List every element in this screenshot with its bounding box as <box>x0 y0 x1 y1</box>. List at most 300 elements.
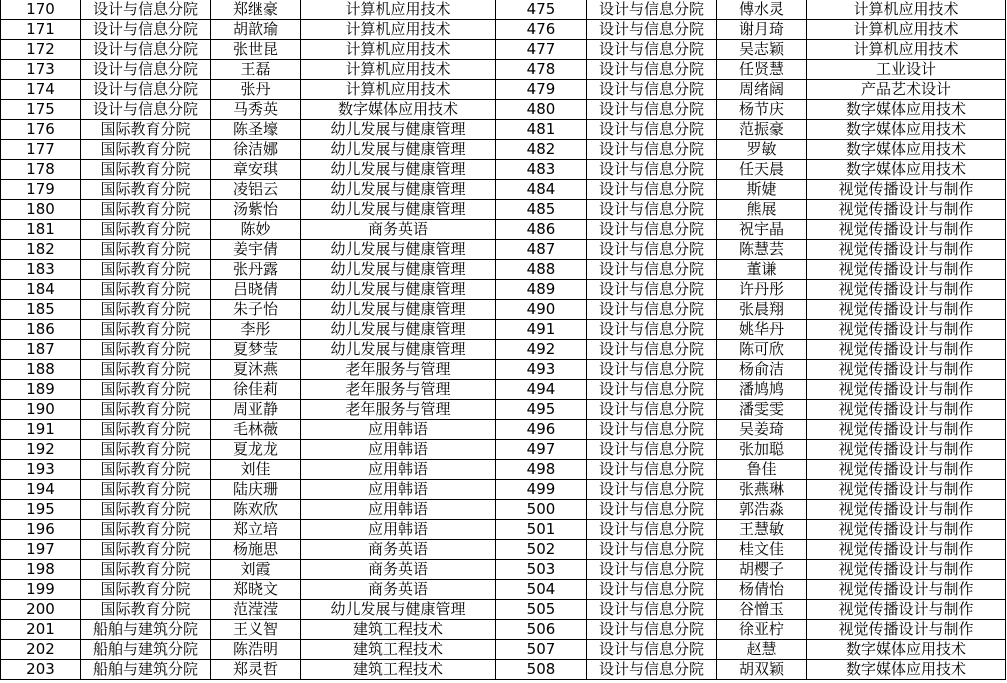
cell-right-number[interactable]: 483 <box>496 160 587 180</box>
cell-left-major[interactable]: 幼儿发展与健康管理 <box>301 180 496 200</box>
cell-left-department[interactable]: 国际教育分院 <box>81 480 211 500</box>
table-row <box>1 340 1006 360</box>
cell-left-name[interactable]: 陈浩明 <box>211 640 301 660</box>
table-row <box>1 300 1006 320</box>
cell-right-number[interactable]: 487 <box>496 240 587 260</box>
cell-left-name[interactable]: 范滢滢 <box>211 600 301 620</box>
cell-right-name[interactable]: 谷憎玉 <box>717 600 807 620</box>
cell-left-number[interactable]: 194 <box>1 480 81 500</box>
table-row <box>1 420 1006 440</box>
table-row <box>1 20 1006 40</box>
cell-left-name[interactable]: 吕晓倩 <box>211 280 301 300</box>
cell-left-department[interactable]: 国际教育分院 <box>81 220 211 240</box>
table-row <box>1 120 1006 140</box>
cell-left-name[interactable]: 张丹 <box>211 80 301 100</box>
table-row <box>1 400 1006 420</box>
cell-right-department[interactable]: 设计与信息分院 <box>587 600 717 620</box>
cell-left-name[interactable]: 夏梦莹 <box>211 340 301 360</box>
cell-right-major[interactable]: 视觉传播设计与制作 <box>807 440 1006 460</box>
cell-right-major[interactable]: 视觉传播设计与制作 <box>807 360 1006 380</box>
cell-left-department[interactable]: 国际教育分院 <box>81 160 211 180</box>
cell-left-number[interactable]: 170 <box>1 0 81 20</box>
table-row <box>1 220 1006 240</box>
table-row <box>1 640 1006 660</box>
cell-left-department[interactable]: 国际教育分院 <box>81 440 211 460</box>
cell-left-name[interactable]: 张丹露 <box>211 260 301 280</box>
cell-left-major[interactable]: 幼儿发展与健康管理 <box>301 240 496 260</box>
cell-left-department[interactable]: 国际教育分院 <box>81 240 211 260</box>
cell-left-department[interactable]: 国际教育分院 <box>81 600 211 620</box>
cell-right-department[interactable]: 设计与信息分院 <box>587 240 717 260</box>
cell-right-major[interactable]: 视觉传播设计与制作 <box>807 300 1006 320</box>
table-row <box>1 620 1006 640</box>
cell-right-name[interactable]: 杨倩怡 <box>717 580 807 600</box>
cell-right-number[interactable]: 508 <box>496 660 587 680</box>
cell-left-major[interactable]: 应用韩语 <box>301 440 496 460</box>
cell-right-name[interactable]: 罗敏 <box>717 140 807 160</box>
cell-right-major[interactable]: 视觉传播设计与制作 <box>807 380 1006 400</box>
cell-left-number[interactable]: 190 <box>1 400 81 420</box>
cell-right-name[interactable]: 郭浩淼 <box>717 500 807 520</box>
cell-right-major[interactable]: 视觉传播设计与制作 <box>807 580 1006 600</box>
cell-right-number[interactable]: 499 <box>496 480 587 500</box>
cell-left-major[interactable]: 老年服务与管理 <box>301 400 496 420</box>
table-row <box>1 280 1006 300</box>
cell-right-major[interactable]: 视觉传播设计与制作 <box>807 220 1006 240</box>
cell-right-department[interactable]: 设计与信息分院 <box>587 360 717 380</box>
cell-right-major[interactable]: 视觉传播设计与制作 <box>807 260 1006 280</box>
cell-left-name[interactable]: 胡歆瑜 <box>211 20 301 40</box>
cell-left-department[interactable]: 设计与信息分院 <box>81 100 211 120</box>
cell-right-name[interactable]: 斯婕 <box>717 180 807 200</box>
cell-left-name[interactable]: 章安琪 <box>211 160 301 180</box>
cell-right-department[interactable]: 设计与信息分院 <box>587 400 717 420</box>
cell-left-department[interactable]: 国际教育分院 <box>81 580 211 600</box>
cell-left-department[interactable]: 国际教育分院 <box>81 180 211 200</box>
cell-right-department[interactable]: 设计与信息分院 <box>587 660 717 680</box>
cell-right-major[interactable]: 视觉传播设计与制作 <box>807 460 1006 480</box>
cell-left-number[interactable]: 186 <box>1 320 81 340</box>
table-row <box>1 360 1006 380</box>
cell-left-department[interactable]: 国际教育分院 <box>81 260 211 280</box>
cell-right-major[interactable]: 视觉传播设计与制作 <box>807 480 1006 500</box>
cell-right-major[interactable]: 视觉传播设计与制作 <box>807 500 1006 520</box>
cell-right-number[interactable]: 477 <box>496 40 587 60</box>
cell-left-name[interactable]: 夏龙龙 <box>211 440 301 460</box>
cell-right-major[interactable]: 视觉传播设计与制作 <box>807 540 1006 560</box>
cell-right-number[interactable]: 478 <box>496 60 587 80</box>
cell-left-number[interactable]: 174 <box>1 80 81 100</box>
cell-right-number[interactable]: 494 <box>496 380 587 400</box>
cell-left-major[interactable]: 应用韩语 <box>301 520 496 540</box>
cell-right-name[interactable]: 任天晨 <box>717 160 807 180</box>
cell-right-number[interactable]: 489 <box>496 280 587 300</box>
cell-left-major[interactable]: 幼儿发展与健康管理 <box>301 200 496 220</box>
cell-right-name[interactable]: 张燕琳 <box>717 480 807 500</box>
cell-left-number[interactable]: 201 <box>1 620 81 640</box>
cell-right-number[interactable]: 507 <box>496 640 587 660</box>
cell-right-number[interactable]: 479 <box>496 80 587 100</box>
cell-left-major[interactable]: 幼儿发展与健康管理 <box>301 160 496 180</box>
table-row <box>1 480 1006 500</box>
cell-left-number[interactable]: 200 <box>1 600 81 620</box>
table-row <box>1 560 1006 580</box>
cell-right-department[interactable]: 设计与信息分院 <box>587 40 717 60</box>
cell-left-major[interactable]: 幼儿发展与健康管理 <box>301 300 496 320</box>
cell-right-major[interactable]: 数字媒体应用技术 <box>807 660 1006 680</box>
cell-right-name[interactable]: 张加聪 <box>717 440 807 460</box>
cell-right-number[interactable]: 497 <box>496 440 587 460</box>
cell-left-name[interactable]: 夏沐燕 <box>211 360 301 380</box>
cell-right-name[interactable]: 胡樱子 <box>717 560 807 580</box>
cell-right-number[interactable]: 476 <box>496 20 587 40</box>
cell-right-number[interactable]: 502 <box>496 540 587 560</box>
cell-left-name[interactable]: 刘佳 <box>211 460 301 480</box>
cell-left-number[interactable]: 179 <box>1 180 81 200</box>
cell-left-name[interactable]: 王义智 <box>211 620 301 640</box>
cell-left-name[interactable]: 张世昆 <box>211 40 301 60</box>
cell-left-department[interactable]: 设计与信息分院 <box>81 80 211 100</box>
cell-right-major[interactable]: 视觉传播设计与制作 <box>807 180 1006 200</box>
cell-right-major[interactable]: 视觉传播设计与制作 <box>807 200 1006 220</box>
table-row <box>1 260 1006 280</box>
cell-right-department[interactable]: 设计与信息分院 <box>587 480 717 500</box>
cell-right-number[interactable]: 488 <box>496 260 587 280</box>
cell-left-name[interactable]: 毛林薇 <box>211 420 301 440</box>
cell-right-major[interactable]: 数字媒体应用技术 <box>807 100 1006 120</box>
cell-right-number[interactable]: 501 <box>496 520 587 540</box>
cell-right-department[interactable]: 设计与信息分院 <box>587 280 717 300</box>
cell-left-major[interactable]: 商务英语 <box>301 540 496 560</box>
cell-right-department[interactable]: 设计与信息分院 <box>587 440 717 460</box>
cell-right-department[interactable]: 设计与信息分院 <box>587 80 717 100</box>
cell-right-major[interactable]: 视觉传播设计与制作 <box>807 240 1006 260</box>
cell-left-department[interactable]: 国际教育分院 <box>81 340 211 360</box>
cell-left-department[interactable]: 国际教育分院 <box>81 360 211 380</box>
cell-left-major[interactable]: 计算机应用技术 <box>301 60 496 80</box>
cell-right-name[interactable]: 鲁佳 <box>717 460 807 480</box>
cell-right-name[interactable]: 周绪阔 <box>717 80 807 100</box>
cell-left-number[interactable]: 196 <box>1 520 81 540</box>
cell-right-name[interactable]: 谢月琦 <box>717 20 807 40</box>
cell-left-department[interactable]: 船舶与建筑分院 <box>81 660 211 680</box>
cell-left-name[interactable]: 陈妙 <box>211 220 301 240</box>
cell-right-major[interactable]: 数字媒体应用技术 <box>807 640 1006 660</box>
cell-left-major[interactable]: 幼儿发展与健康管理 <box>301 280 496 300</box>
cell-right-major[interactable]: 数字媒体应用技术 <box>807 140 1006 160</box>
cell-left-number[interactable]: 180 <box>1 200 81 220</box>
cell-right-department[interactable]: 设计与信息分院 <box>587 380 717 400</box>
cell-right-number[interactable]: 490 <box>496 300 587 320</box>
cell-right-department[interactable]: 设计与信息分院 <box>587 160 717 180</box>
cell-right-name[interactable]: 董谦 <box>717 260 807 280</box>
cell-right-name[interactable]: 陈慧芸 <box>717 240 807 260</box>
cell-left-name[interactable]: 陆庆珊 <box>211 480 301 500</box>
cell-left-name[interactable]: 周亚静 <box>211 400 301 420</box>
cell-left-name[interactable]: 朱子怡 <box>211 300 301 320</box>
cell-left-number[interactable]: 178 <box>1 160 81 180</box>
cell-right-major[interactable]: 数字媒体应用技术 <box>807 120 1006 140</box>
cell-right-name[interactable]: 王慧敏 <box>717 520 807 540</box>
cell-right-major[interactable]: 视觉传播设计与制作 <box>807 280 1006 300</box>
cell-left-number[interactable]: 173 <box>1 60 81 80</box>
table-row <box>1 160 1006 180</box>
cell-left-major[interactable]: 建筑工程技术 <box>301 660 496 680</box>
cell-right-major[interactable]: 视觉传播设计与制作 <box>807 520 1006 540</box>
cell-right-number[interactable]: 506 <box>496 620 587 640</box>
cell-right-name[interactable]: 赵慧 <box>717 640 807 660</box>
cell-right-department[interactable]: 设计与信息分院 <box>587 120 717 140</box>
cell-left-department[interactable]: 国际教育分院 <box>81 120 211 140</box>
cell-left-number[interactable]: 187 <box>1 340 81 360</box>
cell-left-number[interactable]: 198 <box>1 560 81 580</box>
cell-right-number[interactable]: 485 <box>496 200 587 220</box>
cell-left-major[interactable]: 商务英语 <box>301 580 496 600</box>
cell-left-major[interactable]: 应用韩语 <box>301 460 496 480</box>
cell-right-major[interactable]: 计算机应用技术 <box>807 0 1006 20</box>
cell-left-major[interactable]: 计算机应用技术 <box>301 80 496 100</box>
cell-left-major[interactable]: 幼儿发展与健康管理 <box>301 260 496 280</box>
cell-left-number[interactable]: 181 <box>1 220 81 240</box>
cell-right-department[interactable]: 设计与信息分院 <box>587 180 717 200</box>
cell-left-number[interactable]: 171 <box>1 20 81 40</box>
cell-left-name[interactable]: 陈圣壕 <box>211 120 301 140</box>
cell-right-number[interactable]: 495 <box>496 400 587 420</box>
cell-left-number[interactable]: 199 <box>1 580 81 600</box>
cell-right-department[interactable]: 设计与信息分院 <box>587 520 717 540</box>
cell-right-major[interactable]: 工业设计 <box>807 60 1006 80</box>
cell-right-number[interactable]: 500 <box>496 500 587 520</box>
cell-right-major[interactable]: 产品艺术设计 <box>807 80 1006 100</box>
cell-left-major[interactable]: 计算机应用技术 <box>301 0 496 20</box>
cell-left-department[interactable]: 国际教育分院 <box>81 300 211 320</box>
cell-left-name[interactable]: 凌铝云 <box>211 180 301 200</box>
cell-right-name[interactable]: 姚华丹 <box>717 320 807 340</box>
cell-right-department[interactable]: 设计与信息分院 <box>587 420 717 440</box>
cell-left-major[interactable]: 应用韩语 <box>301 420 496 440</box>
cell-right-department[interactable]: 设计与信息分院 <box>587 620 717 640</box>
cell-left-name[interactable]: 刘霞 <box>211 560 301 580</box>
cell-left-major[interactable]: 计算机应用技术 <box>301 40 496 60</box>
cell-right-number[interactable]: 491 <box>496 320 587 340</box>
table-row <box>1 40 1006 60</box>
cell-right-department[interactable]: 设计与信息分院 <box>587 20 717 40</box>
cell-left-number[interactable]: 191 <box>1 420 81 440</box>
cell-right-department[interactable]: 设计与信息分院 <box>587 460 717 480</box>
cell-right-name[interactable]: 吴志颖 <box>717 40 807 60</box>
cell-right-name[interactable]: 祝宇晶 <box>717 220 807 240</box>
cell-left-number[interactable]: 182 <box>1 240 81 260</box>
cell-right-number[interactable]: 498 <box>496 460 587 480</box>
cell-left-name[interactable]: 徐洁娜 <box>211 140 301 160</box>
cell-right-major[interactable]: 视觉传播设计与制作 <box>807 600 1006 620</box>
cell-right-name[interactable]: 桂文佳 <box>717 540 807 560</box>
cell-right-number[interactable]: 492 <box>496 340 587 360</box>
cell-left-major[interactable]: 幼儿发展与健康管理 <box>301 140 496 160</box>
cell-right-number[interactable]: 475 <box>496 0 587 20</box>
cell-right-number[interactable]: 480 <box>496 100 587 120</box>
cell-right-name[interactable]: 陈可欣 <box>717 340 807 360</box>
cell-right-major[interactable]: 视觉传播设计与制作 <box>807 340 1006 360</box>
cell-right-name[interactable]: 徐亚柠 <box>717 620 807 640</box>
cell-right-name[interactable]: 杨节庆 <box>717 100 807 120</box>
cell-right-department[interactable]: 设计与信息分院 <box>587 220 717 240</box>
table-row <box>1 660 1006 680</box>
cell-left-number[interactable]: 195 <box>1 500 81 520</box>
cell-left-department[interactable]: 国际教育分院 <box>81 320 211 340</box>
cell-right-number[interactable]: 503 <box>496 560 587 580</box>
cell-left-department[interactable]: 国际教育分院 <box>81 400 211 420</box>
cell-left-name[interactable]: 杨施思 <box>211 540 301 560</box>
cell-left-major[interactable]: 应用韩语 <box>301 480 496 500</box>
cell-left-name[interactable]: 郑立培 <box>211 520 301 540</box>
cell-left-department[interactable]: 国际教育分院 <box>81 460 211 480</box>
cell-left-major[interactable]: 应用韩语 <box>301 500 496 520</box>
cell-left-name[interactable]: 李彤 <box>211 320 301 340</box>
cell-right-department[interactable]: 设计与信息分院 <box>587 320 717 340</box>
cell-left-number[interactable]: 189 <box>1 380 81 400</box>
cell-left-number[interactable]: 176 <box>1 120 81 140</box>
cell-left-department[interactable]: 国际教育分院 <box>81 380 211 400</box>
cell-left-major[interactable]: 商务英语 <box>301 220 496 240</box>
cell-left-department[interactable]: 国际教育分院 <box>81 200 211 220</box>
cell-right-name[interactable]: 吴姜琦 <box>717 420 807 440</box>
cell-left-number[interactable]: 175 <box>1 100 81 120</box>
cell-left-major[interactable]: 幼儿发展与健康管理 <box>301 120 496 140</box>
cell-right-department[interactable]: 设计与信息分院 <box>587 540 717 560</box>
cell-left-number[interactable]: 184 <box>1 280 81 300</box>
cell-right-major[interactable]: 数字媒体应用技术 <box>807 160 1006 180</box>
cell-right-department[interactable]: 设计与信息分院 <box>587 200 717 220</box>
cell-right-department[interactable]: 设计与信息分院 <box>587 500 717 520</box>
cell-left-name[interactable]: 郑灵哲 <box>211 660 301 680</box>
cell-left-department[interactable]: 设计与信息分院 <box>81 20 211 40</box>
table-row <box>1 580 1006 600</box>
cell-right-name[interactable]: 胡双颖 <box>717 660 807 680</box>
cell-left-department[interactable]: 国际教育分院 <box>81 420 211 440</box>
cell-left-number[interactable]: 177 <box>1 140 81 160</box>
cell-right-name[interactable]: 任贤慧 <box>717 60 807 80</box>
cell-left-major[interactable]: 建筑工程技术 <box>301 620 496 640</box>
cell-right-department[interactable]: 设计与信息分院 <box>587 300 717 320</box>
cell-left-department[interactable]: 国际教育分院 <box>81 500 211 520</box>
cell-left-name[interactable]: 姜宇倩 <box>211 240 301 260</box>
table-row <box>1 500 1006 520</box>
cell-right-name[interactable]: 熊展 <box>717 200 807 220</box>
cell-right-department[interactable]: 设计与信息分院 <box>587 60 717 80</box>
cell-left-number[interactable]: 188 <box>1 360 81 380</box>
cell-right-major[interactable]: 计算机应用技术 <box>807 20 1006 40</box>
cell-right-major[interactable]: 视觉传播设计与制作 <box>807 420 1006 440</box>
cell-left-major[interactable]: 老年服务与管理 <box>301 360 496 380</box>
cell-left-number[interactable]: 192 <box>1 440 81 460</box>
cell-left-major[interactable]: 幼儿发展与健康管理 <box>301 320 496 340</box>
cell-right-name[interactable]: 潘鸠鸠 <box>717 380 807 400</box>
cell-left-department[interactable]: 国际教育分院 <box>81 540 211 560</box>
cell-left-department[interactable]: 国际教育分院 <box>81 560 211 580</box>
cell-right-number[interactable]: 504 <box>496 580 587 600</box>
cell-right-department[interactable]: 设计与信息分院 <box>587 100 717 120</box>
cell-right-number[interactable]: 484 <box>496 180 587 200</box>
cell-left-major[interactable]: 商务英语 <box>301 560 496 580</box>
table-row <box>1 440 1006 460</box>
cell-left-department[interactable]: 设计与信息分院 <box>81 0 211 20</box>
cell-left-department[interactable]: 国际教育分院 <box>81 140 211 160</box>
cell-right-number[interactable]: 496 <box>496 420 587 440</box>
cell-right-number[interactable]: 486 <box>496 220 587 240</box>
cell-right-major[interactable]: 视觉传播设计与制作 <box>807 400 1006 420</box>
cell-left-major[interactable]: 老年服务与管理 <box>301 380 496 400</box>
cell-right-department[interactable]: 设计与信息分院 <box>587 340 717 360</box>
cell-right-department[interactable]: 设计与信息分院 <box>587 560 717 580</box>
table-row <box>1 80 1006 100</box>
cell-right-department[interactable]: 设计与信息分院 <box>587 140 717 160</box>
cell-left-major[interactable]: 幼儿发展与健康管理 <box>301 340 496 360</box>
cell-right-department[interactable]: 设计与信息分院 <box>587 580 717 600</box>
cell-right-number[interactable]: 493 <box>496 360 587 380</box>
cell-right-department[interactable]: 设计与信息分院 <box>587 260 717 280</box>
cell-right-number[interactable]: 505 <box>496 600 587 620</box>
cell-left-name[interactable]: 马秀英 <box>211 100 301 120</box>
cell-left-number[interactable]: 185 <box>1 300 81 320</box>
cell-left-number[interactable]: 172 <box>1 40 81 60</box>
cell-left-major[interactable]: 计算机应用技术 <box>301 20 496 40</box>
table-row <box>1 60 1006 80</box>
cell-right-name[interactable]: 许丹彤 <box>717 280 807 300</box>
cell-left-number[interactable]: 197 <box>1 540 81 560</box>
cell-right-name[interactable]: 傅水灵 <box>717 0 807 20</box>
cell-left-major[interactable]: 数字媒体应用技术 <box>301 100 496 120</box>
cell-right-department[interactable]: 设计与信息分院 <box>587 640 717 660</box>
table-row <box>1 600 1006 620</box>
cell-left-name[interactable]: 汤紫怡 <box>211 200 301 220</box>
cell-right-name[interactable]: 范振豪 <box>717 120 807 140</box>
cell-left-number[interactable]: 202 <box>1 640 81 660</box>
cell-left-number[interactable]: 203 <box>1 660 81 680</box>
cell-left-department[interactable]: 国际教育分院 <box>81 520 211 540</box>
cell-right-number[interactable]: 482 <box>496 140 587 160</box>
table-row <box>1 140 1006 160</box>
cell-left-name[interactable]: 陈欢欣 <box>211 500 301 520</box>
cell-left-department[interactable]: 船舶与建筑分院 <box>81 640 211 660</box>
cell-right-number[interactable]: 481 <box>496 120 587 140</box>
cell-right-major[interactable]: 视觉传播设计与制作 <box>807 620 1006 640</box>
cell-right-major[interactable]: 视觉传播设计与制作 <box>807 560 1006 580</box>
cell-left-name[interactable]: 徐佳莉 <box>211 380 301 400</box>
cell-left-name[interactable]: 王磊 <box>211 60 301 80</box>
cell-left-major[interactable]: 幼儿发展与健康管理 <box>301 600 496 620</box>
cell-left-department[interactable]: 设计与信息分院 <box>81 60 211 80</box>
table-row <box>1 200 1006 220</box>
cell-right-name[interactable]: 张晨翔 <box>717 300 807 320</box>
cell-right-name[interactable]: 潘雯雯 <box>717 400 807 420</box>
table-row <box>1 540 1006 560</box>
cell-left-department[interactable]: 设计与信息分院 <box>81 40 211 60</box>
cell-right-name[interactable]: 杨俞洁 <box>717 360 807 380</box>
cell-left-department[interactable]: 船舶与建筑分院 <box>81 620 211 640</box>
cell-right-department[interactable]: 设计与信息分院 <box>587 0 717 20</box>
cell-right-major[interactable]: 计算机应用技术 <box>807 40 1006 60</box>
cell-left-number[interactable]: 193 <box>1 460 81 480</box>
cell-left-department[interactable]: 国际教育分院 <box>81 280 211 300</box>
cell-left-major[interactable]: 建筑工程技术 <box>301 640 496 660</box>
table-row <box>1 460 1006 480</box>
cell-left-name[interactable]: 郑继豪 <box>211 0 301 20</box>
cell-right-major[interactable]: 视觉传播设计与制作 <box>807 320 1006 340</box>
table-row <box>1 0 1006 20</box>
cell-left-number[interactable]: 183 <box>1 260 81 280</box>
cell-left-name[interactable]: 郑晓文 <box>211 580 301 600</box>
